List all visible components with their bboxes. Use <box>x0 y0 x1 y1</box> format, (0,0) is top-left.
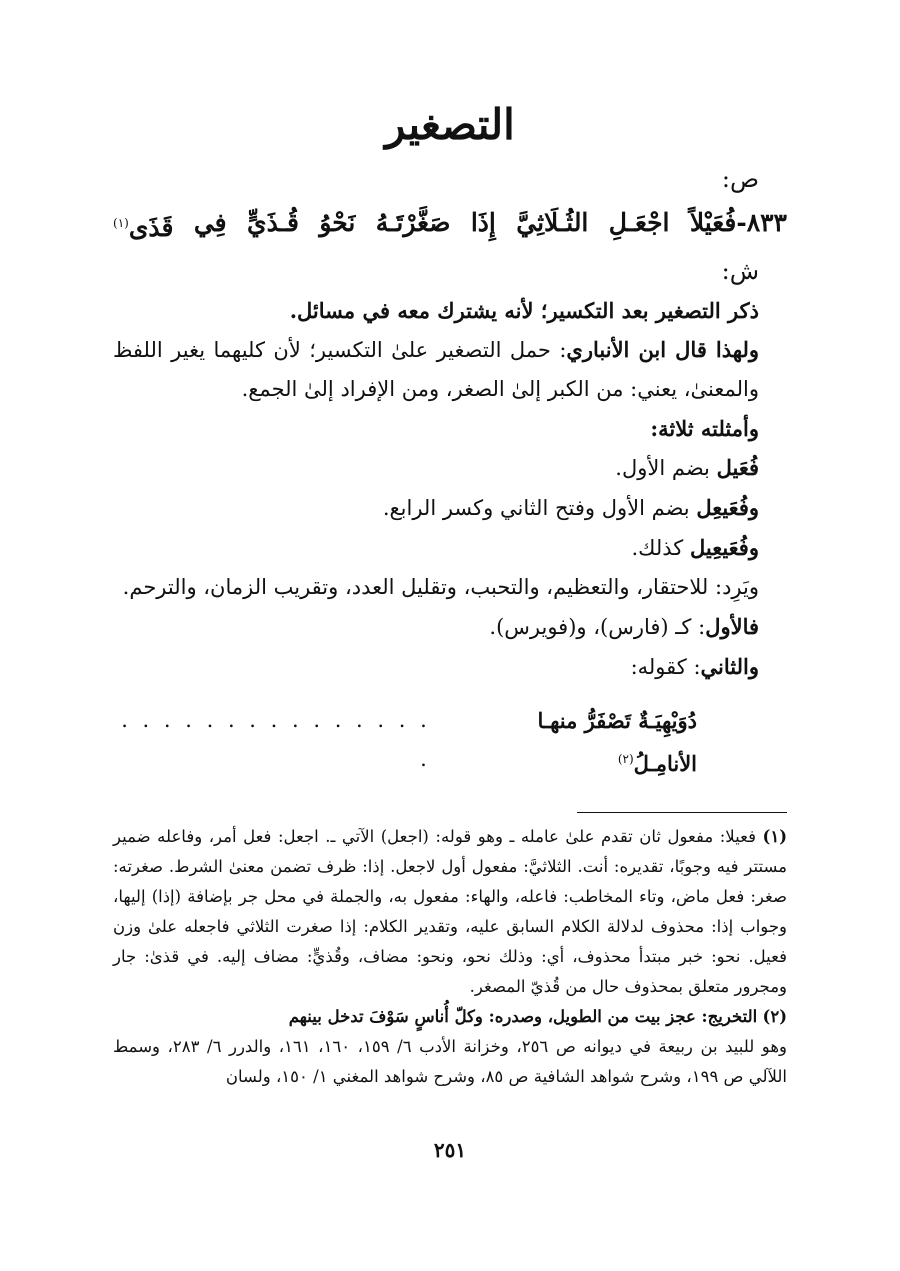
bold-lead: وفُعَيعِيل <box>689 535 759 561</box>
paragraph <box>113 607 787 647</box>
verse-word: نَحْوُ <box>319 208 356 237</box>
verse-word: قُـذَيٍّ <box>247 208 299 237</box>
verse-word: صَغَّرْتَـهُ <box>375 208 451 237</box>
footnote-2-cont: وهو للبيد بن ربيعة في ديوانه ص ٢٥٦، وخزانة الأدب ٦/ ١٥٩، ١٦٠، ١٦١، والدرر ٦/ ٢٨٣، وسمط اللآلي ص ١٩٩، وشرح شواهد الشافية ص ٨٥، وشرح شواهد المغني ١/ ١٥٠، ولسان <box>113 1037 787 1086</box>
footnotes <box>113 822 787 1092</box>
bold-lead: وفُعَيعِل <box>696 495 759 521</box>
verse-word: قَذَى <box>128 213 174 243</box>
bold-lead: والثاني <box>700 654 759 680</box>
quote-text <box>461 701 697 783</box>
verse-word: إِذَا <box>470 208 496 237</box>
paragraph-text: : حمل التصغير علىٰ التكسير؛ لأن كليهما يغير اللفظ والمعنىٰ، يعني: من الكبر إلىٰ الصغر، ومن الإفراد إلىٰ الجمع. <box>113 338 759 402</box>
footnote-text: التخريج: عجز بيت من الطويل، وصدره: <box>482 1007 758 1026</box>
paragraph <box>113 528 787 568</box>
paragraph <box>113 647 787 687</box>
footnote-number: (٢) <box>762 1007 787 1026</box>
footnote-2 <box>113 1002 787 1032</box>
footnote-divider <box>577 812 787 813</box>
chapter-title: التصغير <box>385 100 515 149</box>
quoted-verse <box>113 701 787 783</box>
paragraph: ويَرِد: للاحتقار، والتعظيم، والتحبب، وتقليل العدد، وتقريب الزمان، والترحم. <box>122 575 759 600</box>
paragraph-text: بضم الأول وفتح الثاني وكسر الرابع. <box>382 496 697 521</box>
verse-word: اجْعَـلِ <box>608 208 670 237</box>
paragraph: وأمثلته ثلاثة: <box>650 416 759 442</box>
page-number: ٢٥١ <box>433 1138 467 1162</box>
paragraph <box>113 330 787 409</box>
footnote-1 <box>113 822 787 1002</box>
footnote-ref: (١) <box>113 216 129 230</box>
verse-part <box>113 199 173 252</box>
paragraph-text: بضم الأول. <box>615 456 717 481</box>
bold-lead: ولهذا قال ابن الأنباري <box>566 337 760 363</box>
footnote-text: فعيلا: مفعول ثان تقدم علىٰ عامله ـ وهو قوله: (اجعل) الآتي ـ. اجعل: فعل أمر، وفاعله ضمير مستتر فيه وجوبًا، تقديره: أنت. الثلاثيَّ: مفعول أول لاجعل. إذا: ظرف تضمن معنىٰ الشرط. صغرته: صغر: فعل ماض، وتاء المخاطب: فاعله، والهاء: مفعول به، والجملة في محل جر بإضافة (إذا) إليها، وجواب إذا: محذوف لدلالة الكلام السابق عليه، وتقدير الكلام: إذا صغرت الثلاثي فاجعله علىٰ وزن فعيل. نحو: خبر مبتدأ محذوف، أي: وذلك نحو، ونحو: مضاف، وقُذيٍّ: مضاف إليه. في قذىٰ: جار ومجرور متعلق بمحذوف حال من قُذيّ المصغر. <box>113 827 787 996</box>
ellipsis-dots: . . . . . . . . . . . . . . . . <box>121 708 431 772</box>
verse-number: ٨٣٣- <box>736 208 787 237</box>
quote-words: دُوَيْهِيَـةٌ تَصْفَرُّ منهـا الأنامِـلُ <box>537 708 697 777</box>
shin-label: ش: <box>721 257 759 286</box>
footnote-ref: (٢) <box>617 752 634 767</box>
footnote-verse: وكلّ أُناسٍ سَوْفَ تدخل بينهم <box>288 1007 483 1026</box>
poem-verse <box>113 199 787 252</box>
verse-part <box>690 199 787 252</box>
footnote-number: (١) <box>762 827 787 846</box>
verse-word: فِي <box>193 208 227 237</box>
paragraph-text: : كقوله: <box>630 655 701 680</box>
main-text <box>113 160 787 783</box>
paragraph <box>113 448 787 488</box>
paragraph-text: كذلك. <box>631 536 690 561</box>
paragraph <box>113 488 787 528</box>
bold-lead: فالأول <box>705 614 759 640</box>
verse-word: فُعَيْلاً <box>689 208 737 237</box>
paragraph-text: : كـ (فارس)، و(فويرس). <box>489 615 706 640</box>
paragraph: ذكر التصغير بعد التكسير؛ لأنه يشترك معه في مسائل. <box>289 298 759 324</box>
verse-word: الثُـلَاثِيَّ <box>516 208 589 237</box>
sad-label: ص: <box>721 165 759 193</box>
bold-lead: فُعَيل <box>716 455 759 481</box>
